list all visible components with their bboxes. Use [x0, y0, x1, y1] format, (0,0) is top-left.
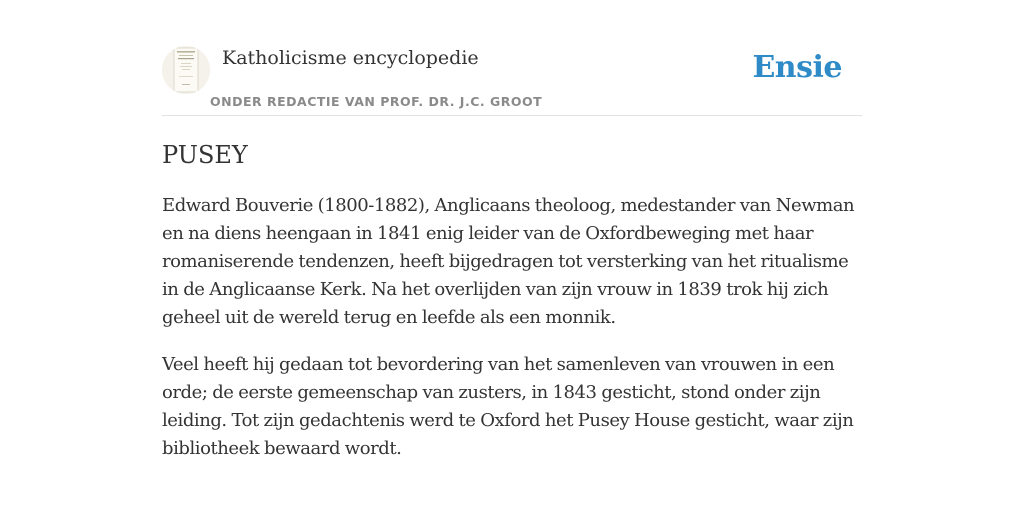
- header: [162, 0, 862, 116]
- article-title: PUSEY: [162, 141, 248, 169]
- article-paragraph: Veel heeft hij gedaan tot bevordering van het samenleven van vrouwen in een orde; de eerste gemeenschap van zusters, in 1843 gesticht, stond onder zijn leiding. Tot zijn gedachtenis werd te Oxford het Pusey House gesticht, waar zijn bibliotheek bewaard wordt.: [162, 354, 854, 459]
- page: [162, 0, 862, 512]
- book-subtitle: ONDER REDACTIE VAN PROF. DR. J.C. GROOT: [210, 94, 543, 109]
- book-cover-icon[interactable]: [162, 46, 210, 94]
- book-title[interactable]: Katholicisme encyclopedie: [222, 47, 479, 69]
- article-paragraph: Edward Bouverie (1800-1882), Anglicaans theoloog, medestander van Newman en na diens heengaan in 1841 enig leider van de Oxfordbeweging met haar romaniserende tendenzen, heeft bijgedragen tot versterking van het ritualisme in de Anglicaanse Kerk. Na het overlijden van zijn vrouw in 1839 trok hij zich geheel uit de wereld terug en leefde als een monnik.: [162, 195, 855, 328]
- ensie-logo[interactable]: Ensie: [752, 50, 842, 85]
